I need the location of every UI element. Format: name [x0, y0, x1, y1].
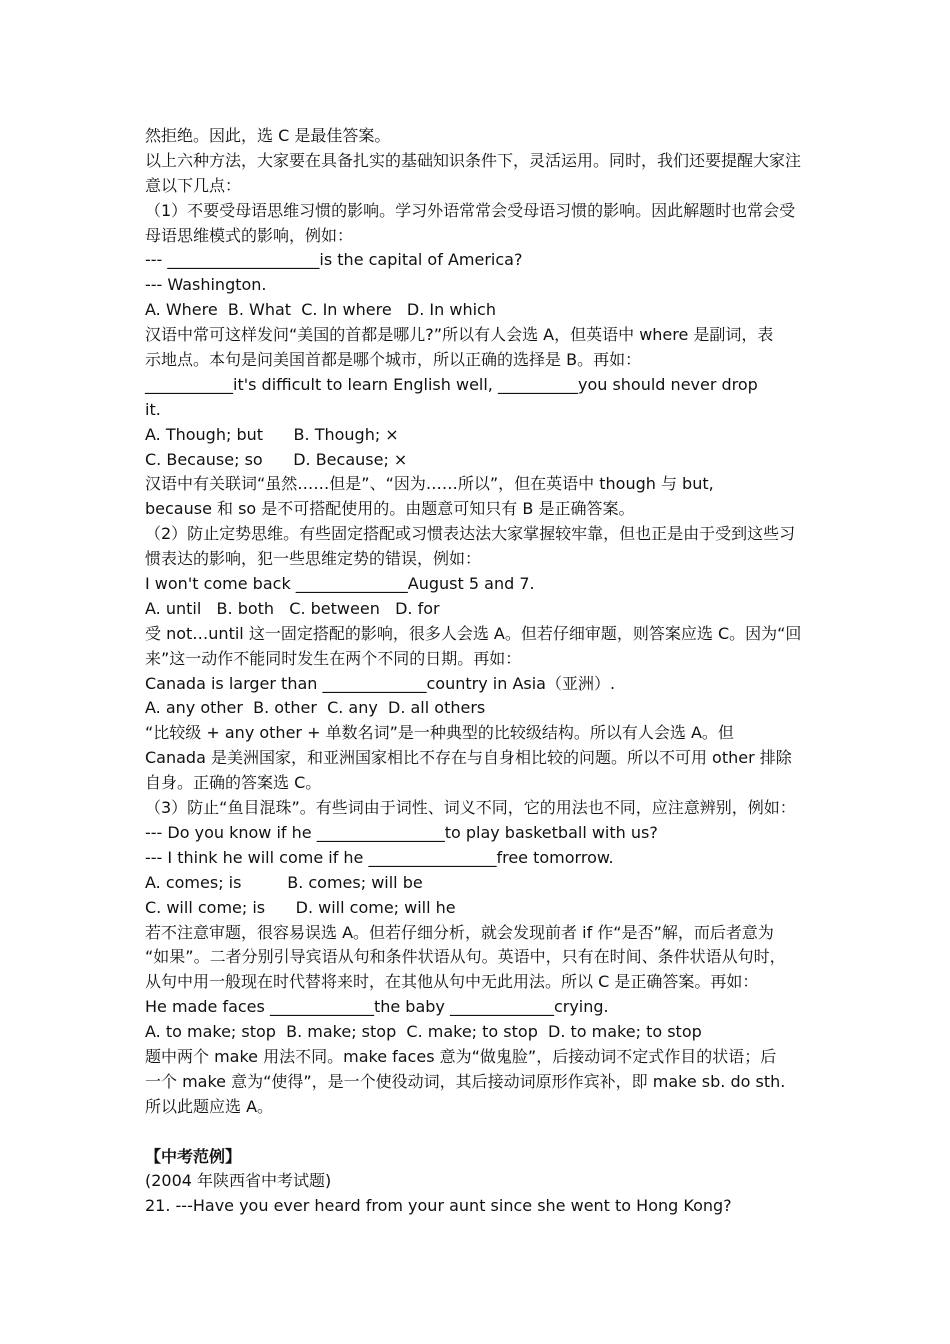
text-line: 示地点。本句是问美国首都是哪个城市，所以正确的选择是 B。再如：	[145, 350, 642, 370]
section-heading: 【中考范例】	[145, 1146, 242, 1166]
text-line: --- ___________________is the capital of America?	[145, 250, 523, 270]
text-line: A. any other B. other C. any D. all others	[145, 698, 486, 718]
text-line: 以上六种方法，大家要在具备扎实的基础知识条件下，灵活运用。同时，我们还要提醒大家注	[145, 150, 802, 170]
text-line: because 和 so 是不可搭配使用的。由题意可知只有 B 是正确答案。	[145, 499, 635, 519]
text-line: 受 not…until 这一固定搭配的影响，很多人会选 A。但若仔细审题，则答案应选 C。因为“回	[145, 623, 802, 643]
text-line: --- I think he will come if he ________________free tomorrow.	[145, 847, 614, 867]
text-line: 然拒绝。因此，选 C 是最佳答案。	[145, 126, 391, 145]
text-line: ___________it's difficult to learn English well, __________you should never drop	[145, 374, 758, 394]
text-line: I won't come back ______________August 5 and 7.	[145, 574, 535, 594]
text-line: C. will come; is D. will come; will he	[145, 897, 456, 917]
text-line: 意以下几点：	[145, 175, 242, 195]
text-line: “如果”。二者分别引导宾语从句和条件状语从句。英语中，只有在时间、条件状语从句时，	[145, 947, 786, 967]
text-line: A. Though; but B. Though; ×	[145, 424, 399, 444]
text-line: A. comes; is B. comes; will be	[145, 872, 423, 892]
text-line: --- Do you know if he ________________to play basketball with us?	[145, 822, 658, 842]
body-text	[145, 124, 810, 1120]
text-line: He made faces _____________the baby _____________crying.	[145, 997, 609, 1017]
text-line: （2）防止定势思维。有些固定搭配或习惯表达法大家掌握较牢靠，但也正是由于受到这些习	[145, 524, 796, 544]
text-line: （1）不要受母语思维习惯的影响。学习外语常常会受母语习惯的影响。因此解题时也常会受	[145, 200, 796, 220]
text-line: 来”这一动作不能同时发生在两个不同的日期。再如：	[145, 648, 522, 668]
text-line: 若不注意审题，很容易误选 A。但若仔细分析，就会发现前者 if 作“是否”解，而后者意为	[145, 922, 774, 942]
source-note: (2004 年陕西省中考试题)	[145, 1171, 332, 1191]
text-line: 自身。正确的答案选 C。	[145, 773, 322, 793]
text-line: （3）防止“鱼目混珠”。有些词由于词性、词义不同，它的用法也不同，应注意辨别，例如：	[145, 798, 796, 818]
text-line: C. Because; so D. Because; ×	[145, 449, 408, 469]
text-line: “比较级 + any other + 单数名词”是一种典型的比较级结构。所以有人会选 A。但	[145, 723, 734, 743]
text-line: 题中两个 make 用法不同。make faces 意为“做鬼脸”，后接动词不定式作目的状语；后	[145, 1046, 777, 1066]
document-page	[145, 124, 810, 1219]
text-line: 汉语中常可这样发问“美国的首都是哪儿?”所以有人会选 A，但英语中 where 是副词，表	[145, 325, 774, 345]
text-line: 从句中用一般现在时代替将来时，在其他从句中无此用法。所以 C 是正确答案。再如：	[145, 972, 759, 992]
text-line: A. to make; stop B. make; stop C. make; to stop D. to make; to stop	[145, 1022, 702, 1042]
question-21: 21. ---Have you ever heard from your aunt since she went to Hong Kong?	[145, 1196, 732, 1216]
text-line: 惯表达的影响，犯一些思维定势的错误，例如：	[145, 549, 482, 569]
blank-line	[145, 1120, 810, 1145]
text-line: --- Washington.	[145, 275, 267, 295]
text-line: A. until B. both C. between D. for	[145, 598, 440, 618]
text-line: 一个 make 意为“使得”，是一个使役动词，其后接动词原形作宾补，即 make sb. do sth.	[145, 1071, 786, 1091]
text-line: it.	[145, 399, 161, 419]
text-line: 汉语中有关联词“虽然……但是”、“因为……所以”，但在英语中 though 与 but,	[145, 474, 714, 494]
text-line: 母语思维模式的影响，例如：	[145, 225, 354, 245]
text-line: Canada is larger than _____________country in Asia（亚洲）.	[145, 673, 616, 693]
text-line: A. Where B. What C. In where D. In which	[145, 300, 496, 320]
text-line: 所以此题应选 A。	[145, 1096, 274, 1116]
text-line: Canada 是美洲国家，和亚洲国家相比不存在与自身相比较的问题。所以不可用 other 排除	[145, 748, 792, 768]
